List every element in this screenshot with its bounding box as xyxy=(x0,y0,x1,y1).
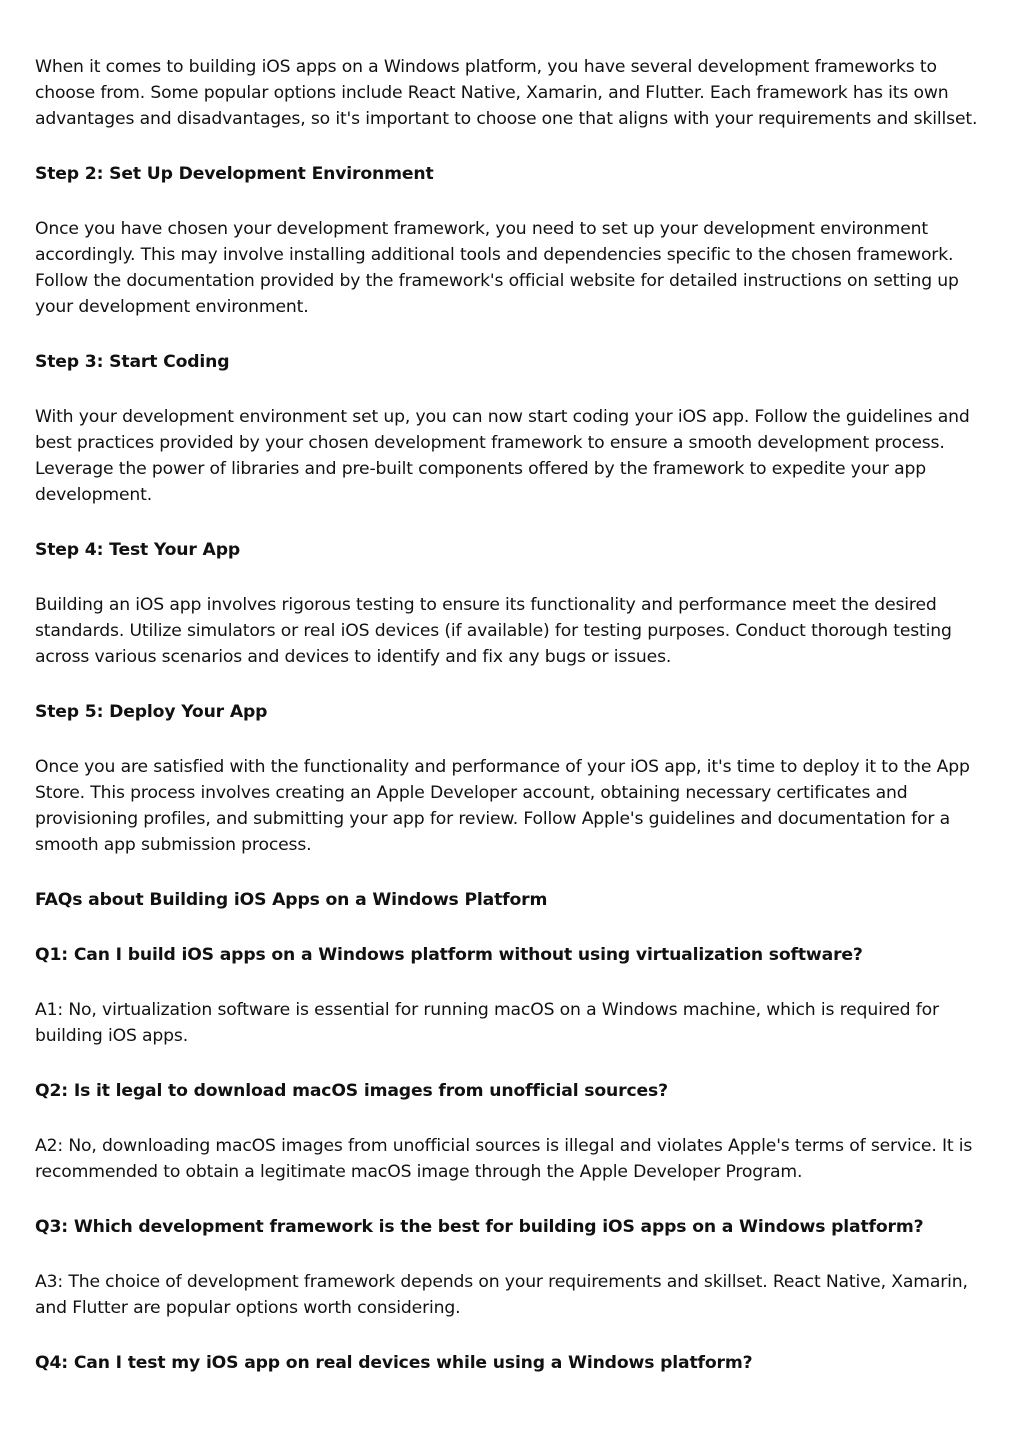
step-3-heading: Step 3: Start Coding xyxy=(35,352,230,372)
faq-question-1: Q1: Can I build iOS apps on a Windows platform without using virtualization software? xyxy=(35,945,863,965)
faq-question-3: Q3: Which development framework is the best for building iOS apps on a Windows platform? xyxy=(35,1217,924,1237)
step-4-paragraph: Building an iOS app involves rigorous testing to ensure its functionality and performance meet the desired standards. Utilize simulators or real iOS devices (if available) for testing purposes. Conduct thorough testing across various scenarios and devices to identify and fix any bugs or issues. xyxy=(35,595,952,667)
step-5-paragraph: Once you are satisfied with the functionality and performance of your iOS app, it's time to deploy it to the App Store. This process involves creating an Apple Developer account, obtaining necessary certificates and provisioning profiles, and submitting your app for review. Follow Apple's guidelines and documentation for a smooth app submission process. xyxy=(35,757,970,855)
step-5-heading: Step 5: Deploy Your App xyxy=(35,702,268,722)
step-2-paragraph: Once you have chosen your development framework, you need to set up your development environment accordingly. This may involve installing additional tools and dependencies specific to the chosen framework. Follow the documentation provided by the framework's official website for detailed instructions on setting up your development environment. xyxy=(35,219,959,317)
faq-answer-2: A2: No, downloading macOS images from unofficial sources is illegal and violates Apple's terms of service. It is recommended to obtain a legitimate macOS image through the Apple Developer Program. xyxy=(35,1136,973,1182)
intro-paragraph: When it comes to building iOS apps on a Windows platform, you have several development frameworks to choose from. Some popular options include React Native, Xamarin, and Flutter. Each framework has its own advantages and disadvantages, so it's important to choose one that aligns with your requirements and skillset. xyxy=(35,57,978,129)
document-body xyxy=(35,54,995,1376)
faq-answer-1: A1: No, virtualization software is essential for running macOS on a Windows machine, which is required for building iOS apps. xyxy=(35,1000,939,1046)
faq-question-4: Q4: Can I test my iOS app on real devices while using a Windows platform? xyxy=(35,1353,753,1373)
step-4-heading: Step 4: Test Your App xyxy=(35,540,241,560)
step-2-heading: Step 2: Set Up Development Environment xyxy=(35,164,434,184)
faq-answer-3: A3: The choice of development framework depends on your requirements and skillset. React Native, Xamarin, and Flutter are popular options worth considering. xyxy=(35,1272,968,1318)
step-3-paragraph: With your development environment set up, you can now start coding your iOS app. Follow the guidelines and best practices provided by your chosen development framework to ensure a smooth development process. Leverage the power of libraries and pre-built components offered by the framework to expedite your app development. xyxy=(35,407,970,505)
faq-section-heading: FAQs about Building iOS Apps on a Windows Platform xyxy=(35,890,548,910)
faq-question-2: Q2: Is it legal to download macOS images from unofficial sources? xyxy=(35,1081,668,1101)
